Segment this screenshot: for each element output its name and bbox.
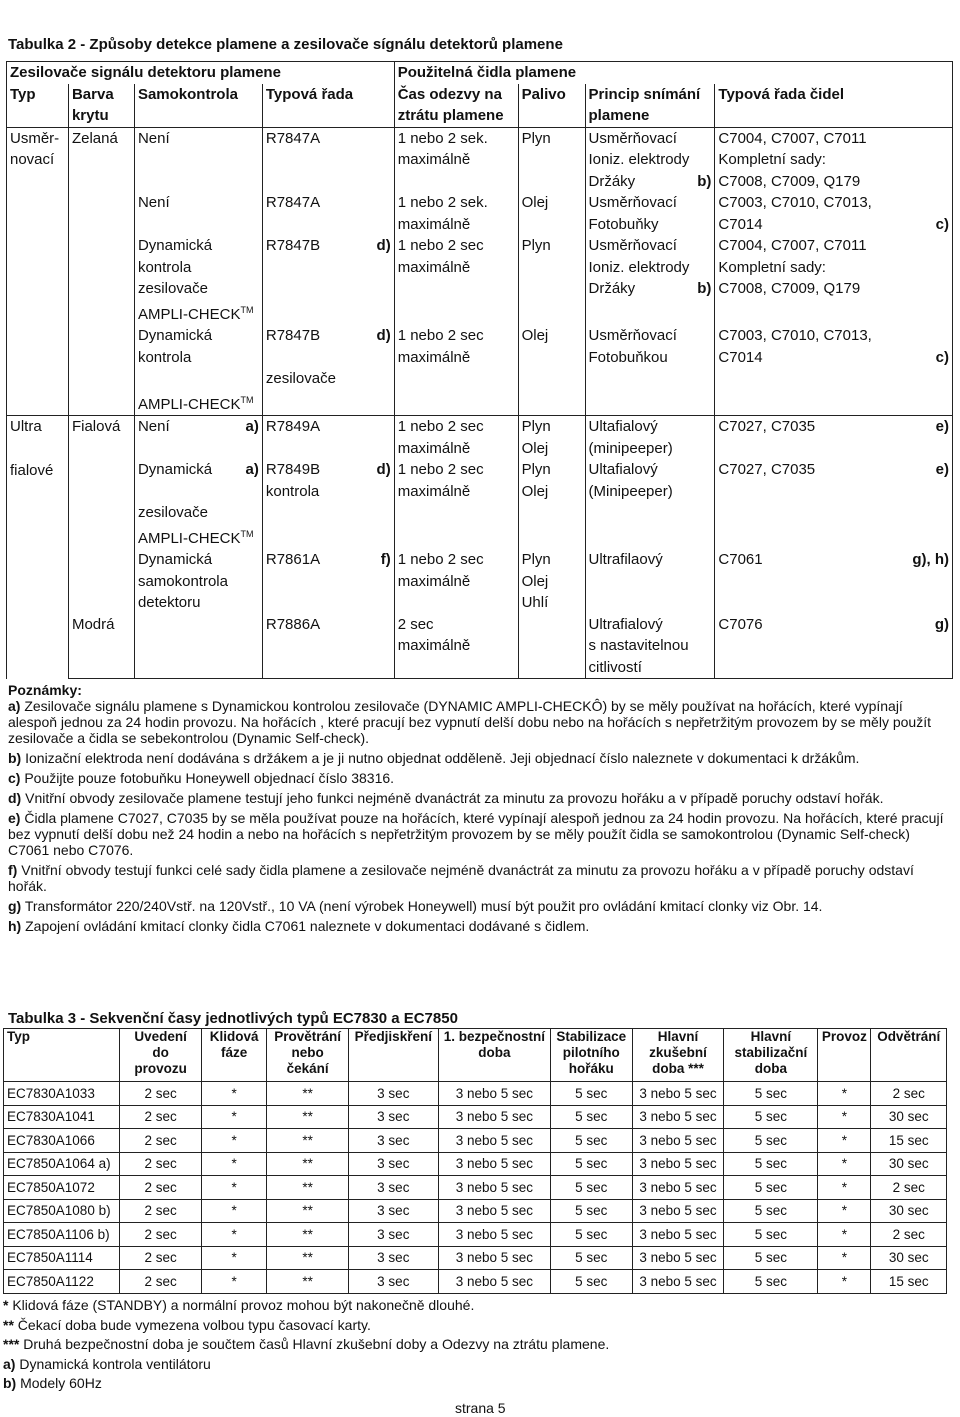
palivo-cell: [518, 614, 585, 679]
princip-cell: Ultafialový (Minipeeper): [585, 459, 715, 549]
table3-cell: **: [267, 1270, 349, 1294]
table3-cell: 5 sec: [550, 1082, 632, 1106]
note-a: a) Zesilovače signálu plamene s Dynamickou kontrolou zesilovače (DYNAMIC AMPLI-CHECKÔ) by se měly používat na hořácích, které vypínají alespoň jednou za 24 hodin provozu. Na hořácích , které pracují bez vypnutí delší dobu nebo na hořácích s nepřetržitým provozem by se měly použít zesilovače a čidla se sebekontrolou (Dynamic Self-check).: [8, 698, 931, 746]
table3-cell: 2 sec: [120, 1082, 202, 1106]
palivo-cell: Olej: [518, 325, 585, 416]
palivo-cell: Plyn: [518, 127, 585, 192]
table3-col-header: Odvětrání: [871, 1029, 947, 1082]
cas-cell: 2 sec maximálně: [394, 614, 518, 679]
note-h: h) Zapojení ovládání kmitací clonky čidla C7061 naleznete v dokumentaci dodávané s čidlem.: [8, 918, 590, 934]
palivo-cell: Olej: [518, 192, 585, 235]
palivo-cell: Plyn Olej: [518, 416, 585, 460]
rada-cell: R7849A: [262, 416, 394, 460]
cas-cell: 1 nebo 2 sec maximálně: [394, 235, 518, 325]
typ-usmernovaci: Usměr- novací: [7, 127, 69, 416]
note-b: b) Ionizační elektroda není dodávána s držákem a je ji nutno objednat odděleně. Jeji objednací číslo naleznete v dokumentaci k držákům.: [8, 750, 860, 766]
table3-cell: 3 sec: [348, 1270, 438, 1294]
table-row: [7, 459, 953, 549]
table-row: [7, 325, 953, 416]
table3-cell: 5 sec: [724, 1199, 818, 1223]
table3-cell: EC7850A1064 a): [4, 1152, 120, 1176]
table3-col-header: Hlavní stabilizační doba: [724, 1029, 818, 1082]
table-row: [4, 1223, 947, 1247]
table3-cell: 3 nebo 5 sec: [632, 1199, 724, 1223]
table3-cell: 5 sec: [724, 1270, 818, 1294]
table3-cell: *: [818, 1223, 871, 1247]
cidla-cell: C7004, C7007, C7011 Kompletní sady: C7008, C7009, Q179: [715, 235, 953, 325]
samokontrola-cell: Dynamická a) zesilovače AMPLI-CHECK™: [134, 459, 262, 549]
table3-cell: 30 sec: [871, 1152, 947, 1176]
table3-cell: *: [818, 1082, 871, 1106]
col-rada-cidel: Typová řada čidel: [715, 84, 953, 128]
table3-cell: **: [267, 1129, 349, 1153]
rada-cell: R7847B d): [262, 235, 394, 325]
note-f: f) Vnitřní obvody testují funkci celé sady čidla plamene a zesilovače nejméně dvanáctrát za minutu za provozu hořáku a v případě poruchy odstaví hořák.: [8, 862, 914, 894]
table3-cell: 3 sec: [348, 1246, 438, 1270]
table3-cell: 3 nebo 5 sec: [632, 1270, 724, 1294]
table3-cell: **: [267, 1105, 349, 1129]
table-row: [4, 1129, 947, 1153]
table3-cell: **: [267, 1246, 349, 1270]
table3-cell: EC7850A1072: [4, 1176, 120, 1200]
table3-cell: 2 sec: [871, 1176, 947, 1200]
table3-cell: EC7850A1106 b): [4, 1223, 120, 1247]
typ-ultrafialove: Ultra fialové: [7, 416, 69, 679]
table2-title: Tabulka 2 - Způsoby detekce plamene a zesilovače sígnálu detektorů plamene: [8, 36, 563, 53]
table3-cell: 5 sec: [724, 1105, 818, 1129]
table3-cell: 3 nebo 5 sec: [632, 1082, 724, 1106]
princip-cell: Ultrafilaový: [585, 549, 715, 614]
table3-cell: 15 sec: [871, 1270, 947, 1294]
table-row: [4, 1176, 947, 1200]
cidla-cell: C7003, C7010, C7013, C7014 c): [715, 325, 953, 416]
princip-cell: Usměrňovací Fotobuňky: [585, 192, 715, 235]
table-row: [4, 1199, 947, 1223]
table-row: [4, 1105, 947, 1129]
cidla-cell: C7076 g): [715, 614, 953, 679]
table3-cell: 5 sec: [724, 1223, 818, 1247]
table3-cell: *: [818, 1270, 871, 1294]
col-princip: Princip snímání plamene: [585, 84, 715, 128]
table3-cell: *: [201, 1246, 266, 1270]
footnotes: [3, 1296, 609, 1394]
cidla-cell: C7003, C7010, C7013, C7014 c): [715, 192, 953, 235]
palivo-cell: Plyn: [518, 235, 585, 325]
table3-cell: 2 sec: [120, 1129, 202, 1153]
table3-cell: 5 sec: [724, 1082, 818, 1106]
table3-cell: 3 sec: [348, 1082, 438, 1106]
table3-cell: 5 sec: [724, 1129, 818, 1153]
table3-cell: 3 sec: [348, 1176, 438, 1200]
barva-zelena: Zelaná: [68, 127, 134, 416]
rada-cell: R7849B d) kontrola: [262, 459, 394, 549]
table3-cell: 3 nebo 5 sec: [438, 1246, 550, 1270]
table-row: [7, 192, 953, 235]
footnote: *** Druhá bezpečnostní doba je součtem časů Hlavní zkušební doby a Odezvy na ztrátu plamene.: [3, 1336, 610, 1352]
table3-cell: 5 sec: [550, 1105, 632, 1129]
table3-cell: 5 sec: [550, 1270, 632, 1294]
table-row: [4, 1270, 947, 1294]
table3-col-header: Uvedení do provozu: [120, 1029, 202, 1082]
table3-cell: 2 sec: [120, 1176, 202, 1200]
table3-cell: 3 sec: [348, 1152, 438, 1176]
table3-cell: 3 nebo 5 sec: [632, 1223, 724, 1247]
table3-header: [4, 1029, 947, 1082]
table3-cell: *: [818, 1152, 871, 1176]
palivo-cell: Plyn Olej Uhlí: [518, 549, 585, 614]
table3-cell: *: [818, 1129, 871, 1153]
table3-cell: 3 nebo 5 sec: [438, 1082, 550, 1106]
footnote: b) Modely 60Hz: [3, 1375, 102, 1391]
footnote: ** Čekací doba bude vymezena volbou typu časovací karty.: [3, 1316, 371, 1333]
table3-cell: 3 sec: [348, 1129, 438, 1153]
table2: [6, 61, 953, 679]
table3-col-header: Typ: [4, 1029, 120, 1082]
table3-cell: *: [201, 1082, 266, 1106]
table3-cell: 30 sec: [871, 1105, 947, 1129]
table2-header: [7, 84, 953, 128]
table3-col-header: Klidová fáze: [201, 1029, 266, 1082]
table3-cell: 5 sec: [550, 1199, 632, 1223]
table3-cell: 3 nebo 5 sec: [438, 1129, 550, 1153]
table3-cell: 3 nebo 5 sec: [438, 1105, 550, 1129]
table-row: [7, 549, 953, 614]
table3-cell: 3 nebo 5 sec: [438, 1152, 550, 1176]
col-barva: Barva krytu: [68, 84, 134, 128]
table3-col-header: Provoz: [818, 1029, 871, 1082]
table3-cell: 3 nebo 5 sec: [438, 1176, 550, 1200]
table3-cell: 3 sec: [348, 1199, 438, 1223]
cidla-cell: C7027, C7035 e): [715, 459, 953, 549]
samokontrola-cell: Dynamická samokontrola detektoru: [134, 549, 262, 614]
table3-cell: 3 sec: [348, 1105, 438, 1129]
group-amplifiers: Zesilovače signálu detektoru plamene: [7, 62, 395, 84]
table3-cell: 3 nebo 5 sec: [438, 1223, 550, 1247]
table3-cell: 2 sec: [871, 1223, 947, 1247]
table3-cell: *: [818, 1246, 871, 1270]
footnote: * Klidová fáze (STANDBY) a normální provoz mohou být nakonečně dlouhé.: [3, 1297, 475, 1313]
table3-cell: *: [201, 1105, 266, 1129]
table3-cell: 5 sec: [724, 1246, 818, 1270]
samokontrola-cell: [134, 614, 262, 679]
table-row: [7, 127, 953, 192]
princip-cell: Usměrňovací Ioniz. elektrody Držáky b): [585, 235, 715, 325]
samokontrola-cell: Dynamická kontrola zesilovače AMPLI-CHECK™: [134, 235, 262, 325]
table3-cell: 5 sec: [550, 1246, 632, 1270]
princip-cell: Usměrňovací Ioniz. elektrody Držáky b): [585, 127, 715, 192]
table3-cell: 15 sec: [871, 1129, 947, 1153]
cidla-cell: C7061 g), h): [715, 549, 953, 614]
table-row: [7, 614, 953, 679]
cas-cell: 1 nebo 2 sec maximálně: [394, 459, 518, 549]
table3-cell: 2 sec: [120, 1152, 202, 1176]
table3-col-header: 1. bezpečnostní doba: [438, 1029, 550, 1082]
table3-cell: *: [201, 1176, 266, 1200]
table3-cell: **: [267, 1152, 349, 1176]
table-row: [7, 235, 953, 325]
table3-col-header: Hlavní zkušební doba ***: [632, 1029, 724, 1082]
samokontrola-cell: Není: [134, 127, 262, 192]
barva-modra: Modrá: [68, 614, 134, 679]
note-g: g) Transformátor 220/240Vstř. na 120Vstř., 10 VA (není výrobek Honeywell) musí být použit pro ovládání kmitací clonky viz Obr. 14.: [8, 898, 823, 914]
table3-cell: 2 sec: [120, 1105, 202, 1129]
table3-cell: 5 sec: [550, 1152, 632, 1176]
table3-col-header: Stabilizace pilotního hořáku: [550, 1029, 632, 1082]
table3-cell: 3 nebo 5 sec: [632, 1129, 724, 1153]
cas-cell: 1 nebo 2 sec maximálně: [394, 416, 518, 460]
table3-cell: EC7850A1114: [4, 1246, 120, 1270]
table3-cell: 30 sec: [871, 1246, 947, 1270]
table3-cell: 2 sec: [120, 1270, 202, 1294]
table3-cell: *: [818, 1176, 871, 1200]
princip-cell: Usměrňovací Fotobuňkou: [585, 325, 715, 416]
table-row: [4, 1246, 947, 1270]
rada-cell: R7886A: [262, 614, 394, 679]
table3-cell: *: [201, 1129, 266, 1153]
table-row: [7, 416, 953, 460]
rada-cell: R7847A: [262, 127, 394, 192]
cas-cell: 1 nebo 2 sek. maximálně: [394, 192, 518, 235]
col-samokontrola: Samokontrola: [134, 84, 262, 128]
table3-cell: 5 sec: [724, 1176, 818, 1200]
table3-cell: 5 sec: [550, 1129, 632, 1153]
table3-cell: 5 sec: [550, 1176, 632, 1200]
notes: [8, 682, 948, 938]
table3-col-header: Provětrání nebo čekání: [267, 1029, 349, 1082]
table3-cell: 3 nebo 5 sec: [632, 1105, 724, 1129]
table-row: [4, 1082, 947, 1106]
table3-cell: **: [267, 1199, 349, 1223]
table3-cell: *: [201, 1199, 266, 1223]
footnote: a) Dynamická kontrola ventilátoru: [3, 1355, 211, 1372]
cidla-cell: C7027, C7035 e): [715, 416, 953, 460]
table3-cell: EC7850A1080 b): [4, 1199, 120, 1223]
table3-cell: **: [267, 1176, 349, 1200]
rada-cell: R7861A f): [262, 549, 394, 614]
samokontrola-cell: Není: [134, 192, 262, 235]
table3-col-header: Předjiskření: [348, 1029, 438, 1082]
page-number: strana 5: [455, 1400, 506, 1416]
table3-cell: EC7830A1033: [4, 1082, 120, 1106]
samokontrola-cell: Dynamická kontrola AMPLI-CHECK™: [134, 325, 262, 416]
notes-heading: Poznámky:: [8, 682, 82, 698]
table3-cell: 3 nebo 5 sec: [632, 1246, 724, 1270]
col-typova-rada: Typová řada: [262, 84, 394, 128]
col-typ: Typ: [7, 84, 69, 128]
samokontrola-cell: Není a): [134, 416, 262, 460]
table-row: [4, 1152, 947, 1176]
table3-cell: *: [818, 1199, 871, 1223]
table3-cell: *: [201, 1152, 266, 1176]
col-palivo: Palivo: [518, 84, 585, 128]
table3-cell: 2 sec: [871, 1082, 947, 1106]
note-c: c) Použijte pouze fotobuňku Honeywell objednací číslo 38316.: [8, 770, 395, 786]
table3-cell: EC7830A1041: [4, 1105, 120, 1129]
barva-fialova: Fialová: [68, 416, 134, 614]
table3-cell: **: [267, 1223, 349, 1247]
table3-cell: *: [201, 1270, 266, 1294]
table3-cell: EC7850A1122: [4, 1270, 120, 1294]
table3-cell: 3 nebo 5 sec: [438, 1270, 550, 1294]
table3-title: Tabulka 3 - Sekvenční časy jednotlivých typů EC7830 a EC7850: [8, 1010, 458, 1027]
table3-cell: **: [267, 1082, 349, 1106]
table3-cell: 2 sec: [120, 1223, 202, 1247]
note-e: e) Čidla plamene C7027, C7035 by se měla používat pouze na hořácích, které vypínají alespoň jednou za 24 hodin provozu. Na hořácích, které pracují bez vypnutí delší dobu než 24 hodin a nebo na hořácích s nepřetržitým provozem by se měly použít čidla se samokontrolou (Dynamic Self-check) C7061 nebo C7076.: [8, 810, 944, 858]
group-sensors: Použitelná čidla plamene: [394, 62, 952, 84]
table3-cell: 3 nebo 5 sec: [632, 1152, 724, 1176]
princip-cell: Ultrafialový s nastavitelnou citlivostí: [585, 614, 715, 679]
rada-cell: R7847A: [262, 192, 394, 235]
table3-cell: 2 sec: [120, 1246, 202, 1270]
table3-cell: *: [201, 1223, 266, 1247]
table3: [3, 1028, 947, 1294]
palivo-cell: Plyn Olej: [518, 459, 585, 549]
princip-cell: Ultafialový (minipeeper): [585, 416, 715, 460]
table2-group-header: [7, 62, 953, 84]
rada-cell: R7847B d) zesilovače: [262, 325, 394, 416]
table3-cell: 2 sec: [120, 1199, 202, 1223]
table3-cell: 3 sec: [348, 1223, 438, 1247]
cidla-cell: C7004, C7007, C7011 Kompletní sady: C7008, C7009, Q179: [715, 127, 953, 192]
table3-cell: 3 nebo 5 sec: [438, 1199, 550, 1223]
table3-cell: 5 sec: [550, 1223, 632, 1247]
note-d: d) Vnitřní obvody zesilovače plamene testují jeho funkci nejméně dvanáctrát za minutu za provozu hořáku a v případě poruchy odstaví hořák.: [8, 790, 884, 806]
table3-cell: *: [818, 1105, 871, 1129]
cas-cell: 1 nebo 2 sek. maximálně: [394, 127, 518, 192]
table3-cell: EC7830A1066: [4, 1129, 120, 1153]
table3-cell: 30 sec: [871, 1199, 947, 1223]
table3-cell: 5 sec: [724, 1152, 818, 1176]
table3-cell: 3 nebo 5 sec: [632, 1176, 724, 1200]
col-cas-odezvy: Čas odezvy na ztrátu plamene: [394, 84, 518, 128]
cas-cell: 1 nebo 2 sec maximálně: [394, 325, 518, 416]
cas-cell: 1 nebo 2 sec maximálně: [394, 549, 518, 614]
